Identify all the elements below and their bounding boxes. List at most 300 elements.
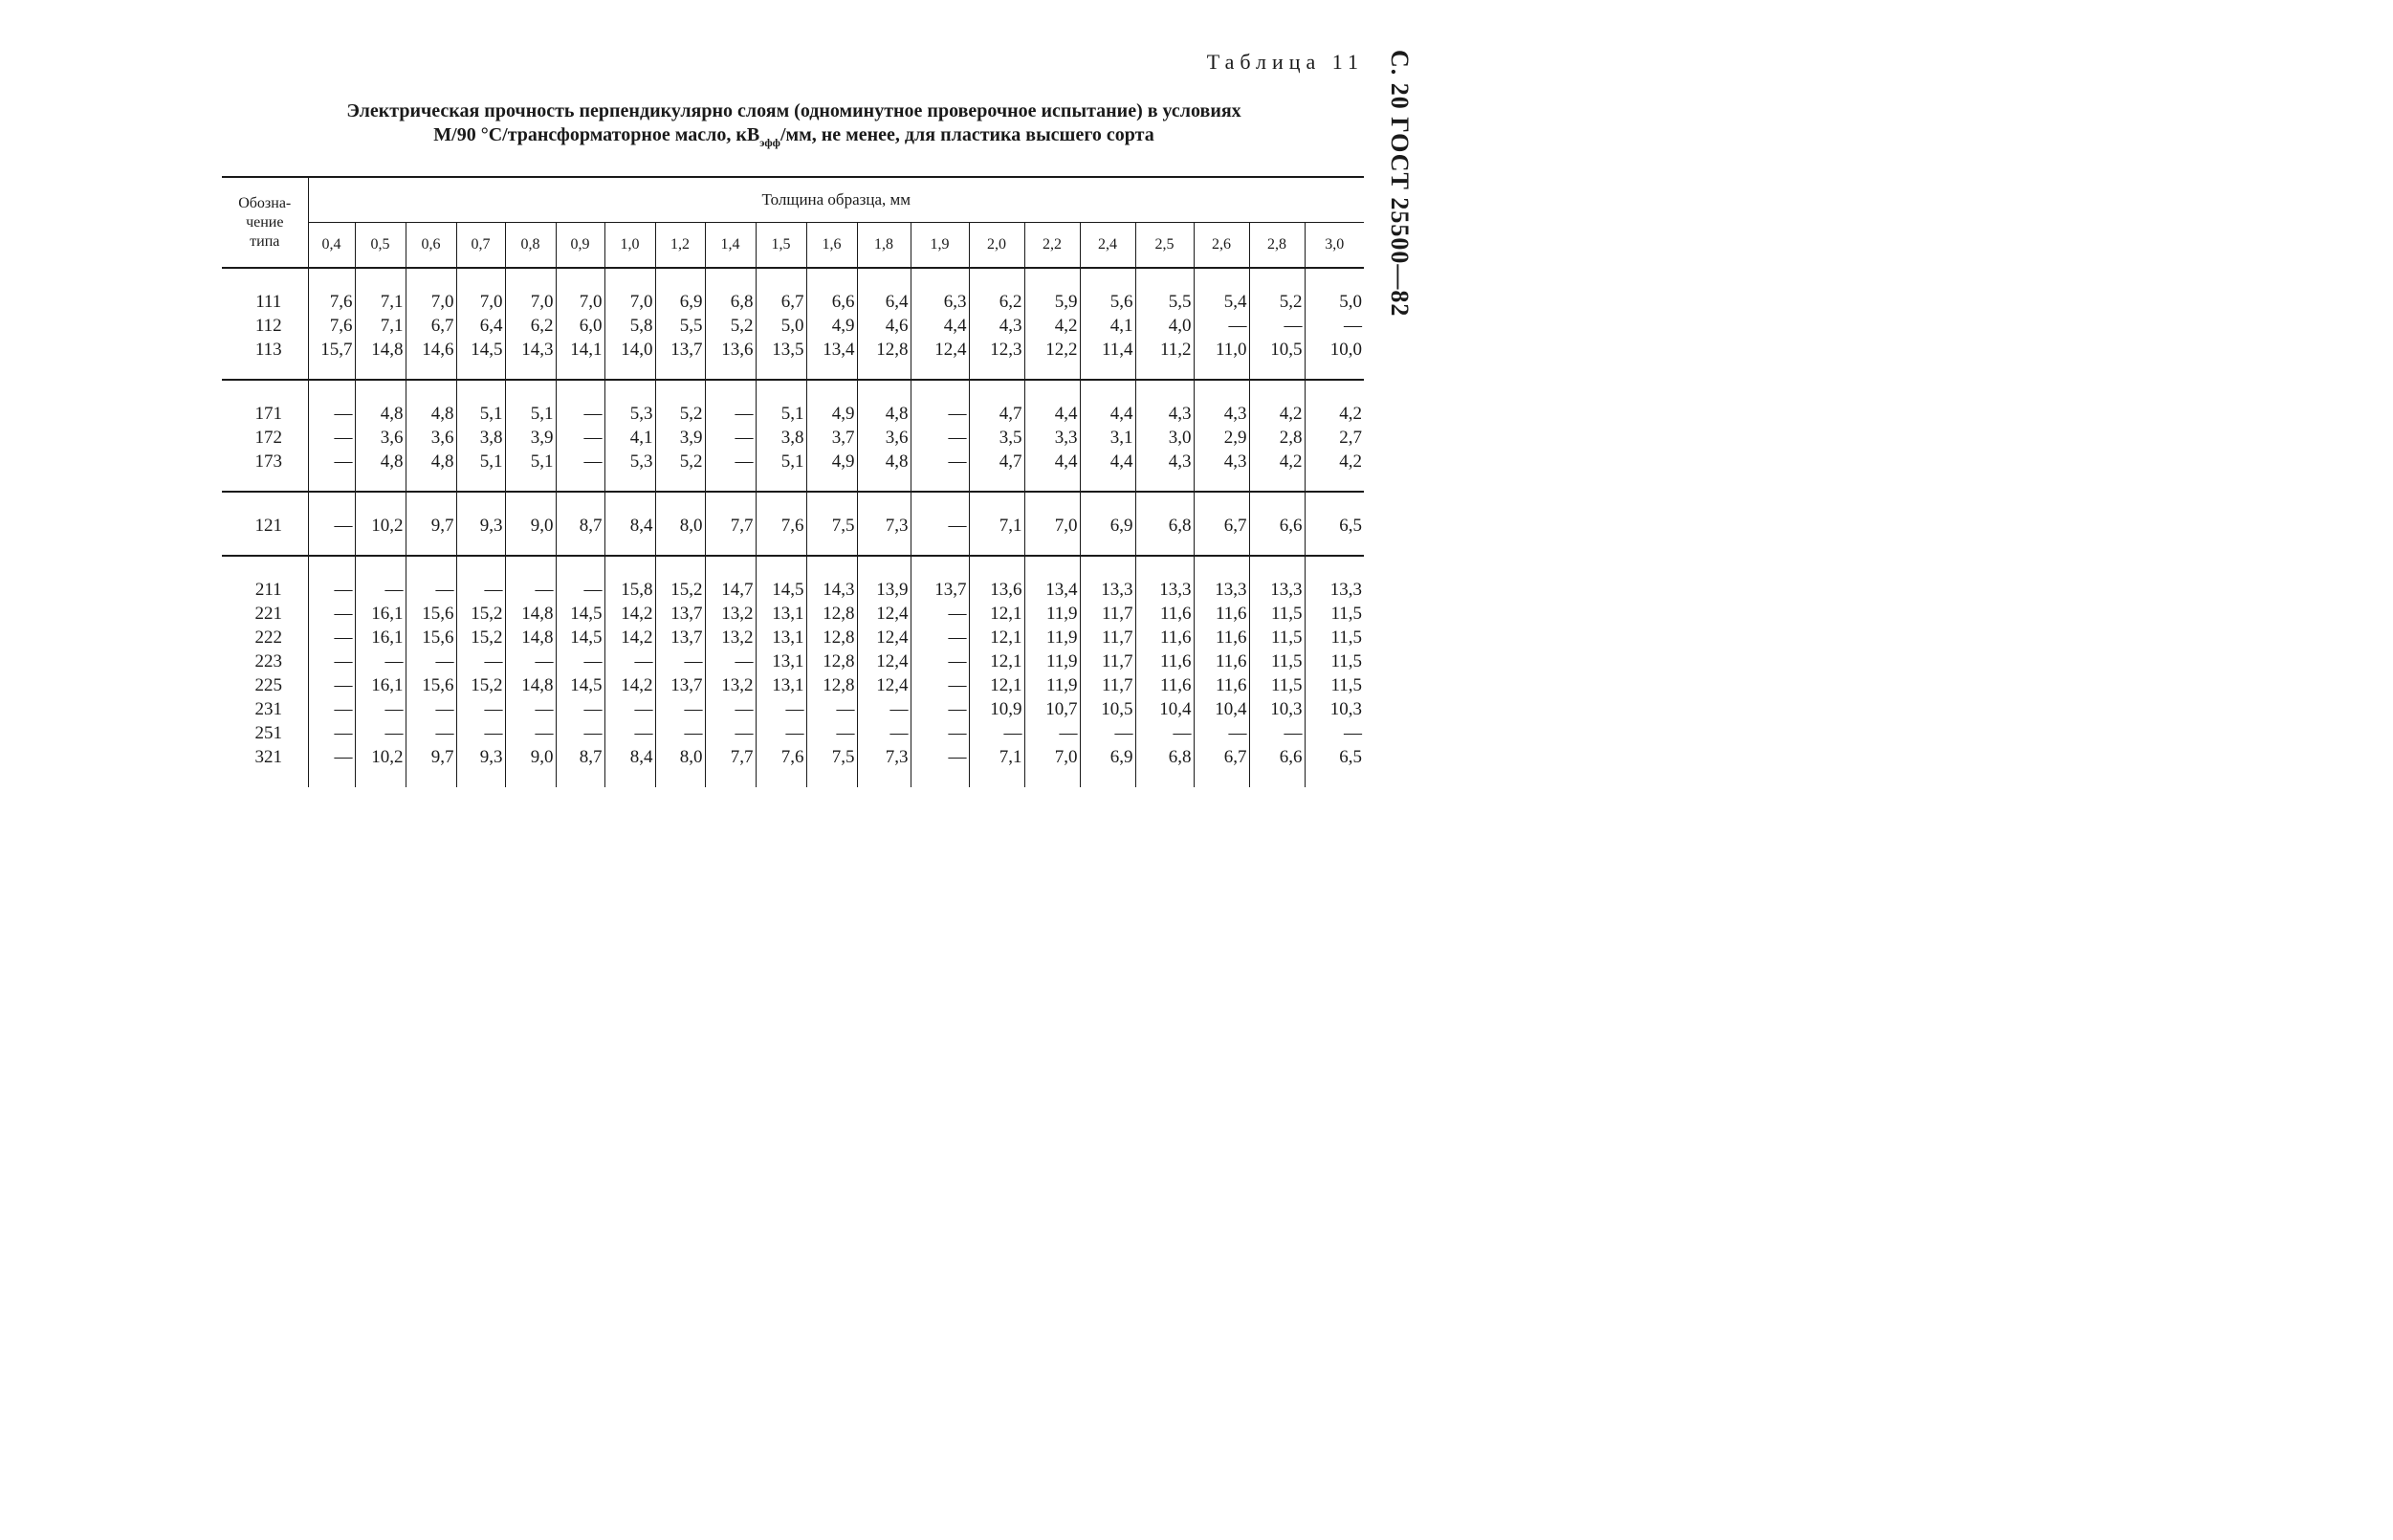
value-cell [969, 556, 1024, 787]
strength-value: 11,7 [1101, 675, 1133, 695]
type-code: 321 [254, 747, 282, 767]
strength-value: — [484, 723, 503, 743]
value-cell [604, 492, 655, 556]
strength-value: 2,8 [1279, 428, 1303, 448]
thickness-header-cell: 2,8 [1249, 223, 1305, 269]
strength-value: 5,8 [629, 316, 653, 336]
strength-value: 6,9 [1109, 747, 1133, 767]
strength-value: 12,3 [990, 340, 1022, 360]
value-cell [1135, 380, 1194, 492]
strength-value: 11,5 [1270, 651, 1303, 671]
value-cell [857, 556, 911, 787]
strength-value: 5,2 [730, 316, 754, 336]
strength-value: 4,9 [831, 404, 855, 424]
strength-value: 12,1 [990, 604, 1022, 624]
value-cell [1249, 492, 1305, 556]
strength-value: — [785, 699, 804, 719]
strength-value: 5,9 [1054, 292, 1078, 312]
strength-value: 6,0 [579, 316, 603, 336]
strength-value: 4,1 [629, 428, 653, 448]
strength-value: — [435, 723, 454, 743]
thickness-header-cell: 2,5 [1135, 223, 1194, 269]
value-cell [1305, 268, 1364, 380]
strength-value: 11,5 [1330, 651, 1362, 671]
strength-value: 7,1 [999, 747, 1022, 767]
strength-value: 13,7 [670, 675, 703, 695]
thickness-header-cell: 2,0 [969, 223, 1024, 269]
value-cell [1080, 556, 1135, 787]
strength-value: 4,7 [999, 451, 1022, 472]
type-code: 111 [255, 292, 282, 312]
strength-value: 8,0 [679, 747, 703, 767]
strength-value: — [948, 675, 967, 695]
strength-value: 4,2 [1339, 451, 1362, 472]
thickness-header-cell: 1,8 [857, 223, 911, 269]
strength-value: — [484, 580, 503, 600]
strength-value: 14,5 [570, 627, 603, 648]
strength-value: 15,8 [621, 580, 653, 600]
strength-value: 4,9 [831, 451, 855, 472]
strength-value: 14,5 [570, 675, 603, 695]
value-cell [655, 268, 705, 380]
strength-value: 8,4 [629, 516, 653, 536]
strength-value: 12,4 [876, 604, 909, 624]
strength-value: — [948, 723, 967, 743]
strength-value: 13,2 [721, 604, 754, 624]
strength-value: 6,3 [943, 292, 967, 312]
strength-value: 6,9 [679, 292, 703, 312]
strength-value: — [948, 699, 967, 719]
strength-value: 8,7 [579, 747, 603, 767]
strength-value: 11,6 [1215, 675, 1247, 695]
strength-value: 9,0 [530, 747, 554, 767]
strength-value: 15,6 [422, 675, 454, 695]
strength-value: 4,8 [885, 451, 909, 472]
strength-value: 16,1 [371, 675, 404, 695]
strength-value: 14,8 [521, 675, 554, 695]
strength-value: 3,5 [999, 428, 1022, 448]
strength-value: — [583, 451, 603, 472]
strength-value: 9,7 [430, 516, 454, 536]
strength-value: 7,6 [329, 316, 353, 336]
value-cell [604, 268, 655, 380]
value-cell [556, 492, 604, 556]
strength-value: 6,7 [430, 316, 454, 336]
strength-value: 4,8 [430, 404, 454, 424]
sample-thickness-header: Толщина образца, мм [308, 177, 1364, 223]
strength-value: 4,3 [1223, 451, 1247, 472]
thickness-header-cell: 0,6 [406, 223, 456, 269]
strength-value: 6,5 [1339, 516, 1362, 536]
strength-value: — [948, 404, 967, 424]
value-cell [1194, 492, 1249, 556]
strength-value: 7,0 [1054, 516, 1078, 536]
value-cell [406, 380, 456, 492]
strength-value: 4,7 [999, 404, 1022, 424]
strength-value: 4,3 [1223, 404, 1247, 424]
value-cell [756, 556, 806, 787]
value-cell [1249, 556, 1305, 787]
electric-strength-table [222, 176, 1364, 787]
strength-value: 14,5 [471, 340, 503, 360]
value-cell [1080, 492, 1135, 556]
strength-value: — [583, 723, 603, 743]
strength-value: 7,0 [629, 292, 653, 312]
strength-value: 14,8 [521, 627, 554, 648]
value-cell [505, 556, 556, 787]
strength-value: — [836, 723, 855, 743]
strength-value: 4,3 [1168, 404, 1192, 424]
strength-value: 13,7 [934, 580, 967, 600]
strength-value: 15,6 [422, 604, 454, 624]
strength-value: 13,7 [670, 340, 703, 360]
strength-value: 7,0 [479, 292, 503, 312]
strength-value: 6,9 [1109, 516, 1133, 536]
table-number-label: Таблица 11 [1206, 50, 1364, 74]
type-code: 121 [254, 516, 282, 536]
strength-value: — [484, 699, 503, 719]
value-cell [355, 268, 406, 380]
strength-value: 5,1 [530, 404, 554, 424]
thickness-header-cell: 2,4 [1080, 223, 1135, 269]
strength-value: — [1284, 723, 1303, 743]
strength-value: — [684, 699, 703, 719]
title-line-2-suffix: /мм, не менее, для пластика высшего сорта [779, 124, 1154, 145]
strength-value: 3,8 [479, 428, 503, 448]
strength-value: — [1284, 316, 1303, 336]
strength-value: 7,1 [999, 516, 1022, 536]
strength-value: — [334, 404, 353, 424]
strength-value: — [384, 651, 404, 671]
strength-value: — [634, 723, 653, 743]
strength-value: 4,3 [1168, 451, 1192, 472]
strength-value: — [334, 627, 353, 648]
strength-value: 13,3 [1270, 580, 1303, 600]
strength-value: 9,7 [430, 747, 454, 767]
strength-value: — [684, 723, 703, 743]
thickness-header-cell: 1,0 [604, 223, 655, 269]
strength-value: — [948, 651, 967, 671]
strength-value: 10,5 [1270, 340, 1303, 360]
strength-value: 6,7 [1223, 516, 1247, 536]
strength-value: — [435, 580, 454, 600]
strength-value: 14,5 [570, 604, 603, 624]
value-cell [705, 268, 756, 380]
type-code-cell [222, 380, 308, 492]
strength-value: 13,6 [990, 580, 1022, 600]
strength-value: 15,2 [670, 580, 703, 600]
value-cell [806, 268, 857, 380]
strength-value: — [1173, 723, 1192, 743]
type-code-cell [222, 492, 308, 556]
strength-value: 4,3 [999, 316, 1022, 336]
strength-value: 11,7 [1101, 604, 1133, 624]
value-cell [857, 492, 911, 556]
strength-value: — [334, 580, 353, 600]
strength-value: 15,2 [471, 604, 503, 624]
strength-value: 11,5 [1270, 604, 1303, 624]
strength-value: 11,9 [1045, 627, 1078, 648]
strength-value: 14,3 [521, 340, 554, 360]
strength-value: 5,3 [629, 404, 653, 424]
strength-value: — [334, 675, 353, 695]
type-code-cell [222, 268, 308, 380]
strength-value: — [948, 428, 967, 448]
strength-value: — [583, 580, 603, 600]
strength-value: 10,9 [990, 699, 1022, 719]
strength-value: 3,6 [885, 428, 909, 448]
value-cell [1194, 380, 1249, 492]
strength-value: 7,0 [1054, 747, 1078, 767]
value-cell [308, 380, 355, 492]
strength-value: — [583, 699, 603, 719]
strength-value: 11,6 [1159, 675, 1192, 695]
strength-value: 4,1 [1109, 316, 1133, 336]
strength-value: 13,3 [1101, 580, 1133, 600]
value-cell [756, 492, 806, 556]
strength-value: 7,7 [730, 516, 754, 536]
strength-value: 8,7 [579, 516, 603, 536]
strength-value: 4,2 [1279, 404, 1303, 424]
value-cell [911, 556, 969, 787]
value-cell [1135, 556, 1194, 787]
strength-value: 5,2 [1279, 292, 1303, 312]
strength-value: 4,4 [1054, 451, 1078, 472]
strength-value: 13,4 [823, 340, 855, 360]
strength-value: 14,6 [422, 340, 454, 360]
strength-value: — [535, 723, 554, 743]
strength-value: 14,2 [621, 604, 653, 624]
value-cell [308, 492, 355, 556]
strength-value: 11,6 [1215, 627, 1247, 648]
strength-value: 12,8 [823, 604, 855, 624]
strength-value: 8,0 [679, 516, 703, 536]
strength-value: 13,4 [1045, 580, 1078, 600]
strength-value: 10,2 [371, 516, 404, 536]
strength-value: 4,8 [430, 451, 454, 472]
strength-value: 10,3 [1270, 699, 1303, 719]
value-cell [1024, 268, 1080, 380]
strength-value: 14,8 [371, 340, 404, 360]
strength-value: 5,1 [479, 404, 503, 424]
strength-value: — [948, 604, 967, 624]
strength-value: 12,1 [990, 627, 1022, 648]
value-cell [969, 268, 1024, 380]
strength-value: 13,3 [1159, 580, 1192, 600]
row-group [222, 556, 1364, 787]
strength-value: 5,4 [1223, 292, 1247, 312]
thickness-header-cell: 0,9 [556, 223, 604, 269]
strength-value: 11,9 [1045, 675, 1078, 695]
strength-value: 5,1 [780, 404, 804, 424]
value-cell [1249, 380, 1305, 492]
value-cell [1024, 492, 1080, 556]
strength-value: 13,2 [721, 675, 754, 695]
strength-value: 15,6 [422, 627, 454, 648]
strength-value: — [735, 723, 754, 743]
value-cell [857, 268, 911, 380]
value-cell [604, 556, 655, 787]
strength-value: 11,4 [1101, 340, 1133, 360]
value-cell [1135, 492, 1194, 556]
strength-value: — [583, 428, 603, 448]
strength-value: — [634, 699, 653, 719]
strength-value: 4,8 [380, 451, 404, 472]
strength-value: 4,4 [943, 316, 967, 336]
value-cell [1024, 380, 1080, 492]
strength-value: 13,7 [670, 627, 703, 648]
strength-value: 12,4 [934, 340, 967, 360]
strength-value: 7,5 [831, 747, 855, 767]
strength-value: 5,1 [530, 451, 554, 472]
strength-value: 14,0 [621, 340, 653, 360]
strength-value: — [948, 516, 967, 536]
value-cell [655, 380, 705, 492]
strength-value: — [384, 580, 404, 600]
value-cell [969, 380, 1024, 492]
type-code: 112 [254, 316, 282, 336]
thickness-header-cell: 0,4 [308, 223, 355, 269]
strength-value: 10,2 [371, 747, 404, 767]
value-cell [308, 268, 355, 380]
strength-value: 4,2 [1339, 404, 1362, 424]
strength-value: 12,8 [823, 627, 855, 648]
strength-value: 6,7 [780, 292, 804, 312]
type-code: 223 [254, 651, 282, 671]
strength-value: 6,8 [1168, 747, 1192, 767]
strength-value: 3,1 [1109, 428, 1133, 448]
strength-value: 7,1 [380, 292, 404, 312]
value-cell [355, 556, 406, 787]
value-cell [705, 492, 756, 556]
strength-value: — [334, 747, 353, 767]
strength-value: — [334, 723, 353, 743]
strength-value: 4,6 [885, 316, 909, 336]
value-cell [857, 380, 911, 492]
document-page [0, 0, 1484, 960]
strength-value: 13,6 [721, 340, 754, 360]
strength-value: 4,8 [885, 404, 909, 424]
value-cell [806, 380, 857, 492]
strength-value: 11,6 [1159, 651, 1192, 671]
strength-value: 10,0 [1329, 340, 1362, 360]
value-cell [1305, 492, 1364, 556]
type-header-line: чение [246, 213, 284, 231]
value-cell [1194, 268, 1249, 380]
strength-value: 4,8 [380, 404, 404, 424]
strength-value: 10,4 [1215, 699, 1247, 719]
strength-value: 12,1 [990, 651, 1022, 671]
strength-value: 2,7 [1339, 428, 1362, 448]
strength-value: — [1344, 723, 1362, 743]
strength-value: 5,1 [780, 451, 804, 472]
type-code: 222 [254, 627, 282, 648]
strength-value: 15,2 [471, 675, 503, 695]
strength-value: 5,6 [1109, 292, 1133, 312]
strength-value: 7,3 [885, 516, 909, 536]
value-cell [406, 268, 456, 380]
value-cell [1305, 380, 1364, 492]
strength-value: 12,4 [876, 627, 909, 648]
strength-value: 14,7 [721, 580, 754, 600]
type-code: 171 [254, 404, 282, 424]
type-code: 211 [254, 580, 282, 600]
strength-value: 14,1 [570, 340, 603, 360]
strength-value: 15,2 [471, 627, 503, 648]
strength-value: 11,6 [1159, 604, 1192, 624]
strength-value: 5,3 [629, 451, 653, 472]
strength-value: 11,7 [1101, 627, 1133, 648]
strength-value: 6,7 [1223, 747, 1247, 767]
strength-value: — [334, 604, 353, 624]
strength-value: 3,7 [831, 428, 855, 448]
strength-value: — [889, 699, 909, 719]
strength-value: 7,6 [780, 516, 804, 536]
strength-value: 12,4 [876, 675, 909, 695]
strength-value: 3,6 [380, 428, 404, 448]
thickness-header-cell: 0,7 [456, 223, 505, 269]
thickness-values-row [222, 223, 1364, 269]
strength-value: — [735, 404, 754, 424]
strength-value: 9,3 [479, 747, 503, 767]
strength-value: — [889, 723, 909, 743]
value-cell [308, 556, 355, 787]
strength-value: 13,9 [876, 580, 909, 600]
value-cell [556, 268, 604, 380]
strength-value: 11,6 [1215, 604, 1247, 624]
strength-value: 14,8 [521, 604, 554, 624]
thickness-header-cell: 1,6 [806, 223, 857, 269]
value-cell [911, 492, 969, 556]
strength-value: 13,1 [772, 627, 804, 648]
strength-value: 13,7 [670, 604, 703, 624]
strength-value: — [735, 699, 754, 719]
row-group [222, 268, 1364, 380]
strength-value: 7,6 [329, 292, 353, 312]
page-number-stamp [1386, 50, 1433, 337]
strength-value: 7,5 [831, 516, 855, 536]
type-designation-header [222, 177, 308, 268]
strength-value: 5,1 [479, 451, 503, 472]
strength-value: 2,9 [1223, 428, 1247, 448]
value-cell [556, 556, 604, 787]
value-cell [756, 268, 806, 380]
strength-value: 13,2 [721, 627, 754, 648]
strength-value: 6,2 [530, 316, 554, 336]
strength-value: — [735, 451, 754, 472]
strength-value: 3,8 [780, 428, 804, 448]
strength-value: — [785, 723, 804, 743]
strength-value: — [435, 699, 454, 719]
strength-value: 11,5 [1330, 627, 1362, 648]
thickness-header-cell: 1,4 [705, 223, 756, 269]
strength-value: 15,7 [320, 340, 353, 360]
strength-value: — [948, 747, 967, 767]
type-header-line: Обозна- [238, 194, 292, 211]
value-cell [604, 380, 655, 492]
strength-value: 10,7 [1045, 699, 1078, 719]
strength-value: 5,0 [1339, 292, 1362, 312]
value-cell [505, 268, 556, 380]
strength-value: 14,3 [823, 580, 855, 600]
strength-value: — [583, 651, 603, 671]
strength-value: 3,9 [530, 428, 554, 448]
strength-value: 13,3 [1329, 580, 1362, 600]
strength-value: 4,4 [1109, 404, 1133, 424]
strength-value: 12,8 [823, 651, 855, 671]
strength-value: 4,4 [1054, 404, 1078, 424]
value-cell [456, 492, 505, 556]
